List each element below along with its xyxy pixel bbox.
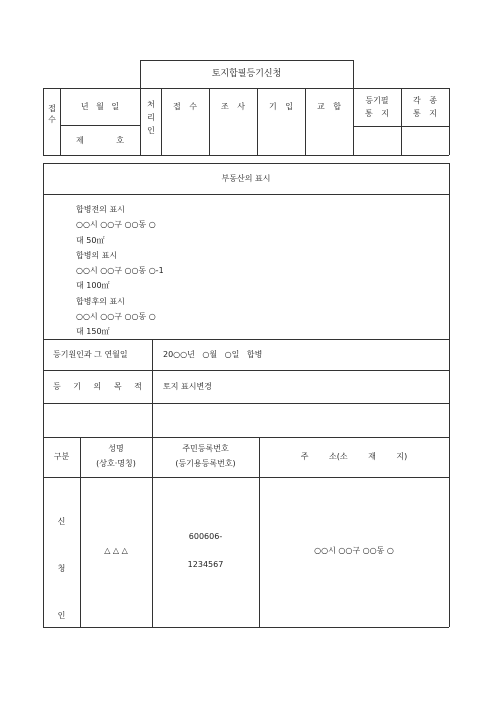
applicant-row-label-char-1: 신 — [57, 517, 66, 526]
processing-label-char-1: 처 — [147, 100, 155, 109]
cause-label: 등기원인과 그 연월일 — [53, 350, 128, 359]
property-line-after-merge: 합병후의 표시 — [76, 296, 125, 306]
applicant-header-name-line-1: 성명 — [108, 444, 124, 453]
processing-label-char-3: 인 — [147, 125, 155, 135]
reception-label — [44, 104, 60, 126]
various-notice-line-2: 통 지 — [413, 108, 437, 118]
applicant-row-label-char-2: 청 — [57, 564, 66, 573]
applicant-header-id-line-1: 주민등록번호 — [182, 444, 229, 453]
reception-label-char-1: 접 — [48, 104, 56, 113]
applicant-header-category: 구분 — [53, 452, 70, 461]
form-title: 토지합필등기신청 — [211, 69, 282, 79]
reception-label-char-2: 수 — [48, 114, 56, 124]
applicant-header-address: 주 소(소 재 지) — [300, 452, 408, 461]
reception-number-label: 제 호 — [76, 136, 124, 145]
applicant-address: ○○시 ○○구 ○○동 ○ — [314, 546, 394, 555]
applicant-row-label — [43, 516, 80, 621]
processing-col-investigation: 조 사 — [221, 102, 245, 111]
applicant-name: △ △ △ — [104, 546, 128, 555]
applicant-id-number — [152, 532, 259, 571]
registration-notice-line-2: 통 지 — [365, 108, 389, 118]
property-line-address-2: ○○시 ○○구 ○○동 ○-1 — [76, 266, 164, 276]
registration-notice-label — [353, 96, 401, 120]
various-notice-label — [401, 96, 449, 120]
property-line-area-3: 대 150㎡ — [76, 327, 110, 337]
purpose-value: 토지 표시변경 — [163, 382, 212, 391]
applicant-header-id-line-2: (등기용등록번호) — [175, 458, 236, 468]
various-notice-line-1: 각 종 — [413, 96, 437, 105]
property-description — [76, 202, 164, 340]
applicant-header-name-line-2: (상호·명칭) — [96, 458, 136, 468]
applicant-header-id — [152, 444, 259, 470]
reception-date-label: 년 월 일 — [80, 102, 120, 111]
applicant-id-line-1: 600606- — [188, 532, 223, 541]
processing-label-char-2: 리 — [147, 112, 155, 122]
registration-notice-line-1: 등기필 — [365, 96, 389, 105]
processing-label — [141, 99, 161, 137]
purpose-label: 등 기 의 목 적 — [53, 382, 142, 391]
property-line-merge: 합병의 표시 — [76, 250, 118, 260]
property-line-before-merge: 합병전의 표시 — [76, 205, 125, 214]
applicant-id-line-2: 1234567 — [187, 559, 224, 569]
property-line-area-1: 대 50㎡ — [76, 235, 105, 245]
processing-col-entry: 기 입 — [269, 102, 293, 111]
processing-col-reception: 접 수 — [173, 102, 197, 111]
property-line-address-3: ○○시 ○○구 ○○동 ○ — [76, 312, 156, 322]
processing-col-collation: 교 합 — [317, 102, 341, 111]
property-line-address-1: ○○시 ○○구 ○○동 ○ — [76, 220, 156, 230]
cause-value: 20○○년 ○월 ○일 합병 — [163, 350, 263, 359]
applicant-row-label-char-3: 인 — [57, 611, 66, 620]
applicant-header-name — [80, 444, 152, 470]
property-line-area-2: 대 100㎡ — [76, 281, 110, 291]
property-section-title: 부동산의 표시 — [221, 174, 271, 183]
